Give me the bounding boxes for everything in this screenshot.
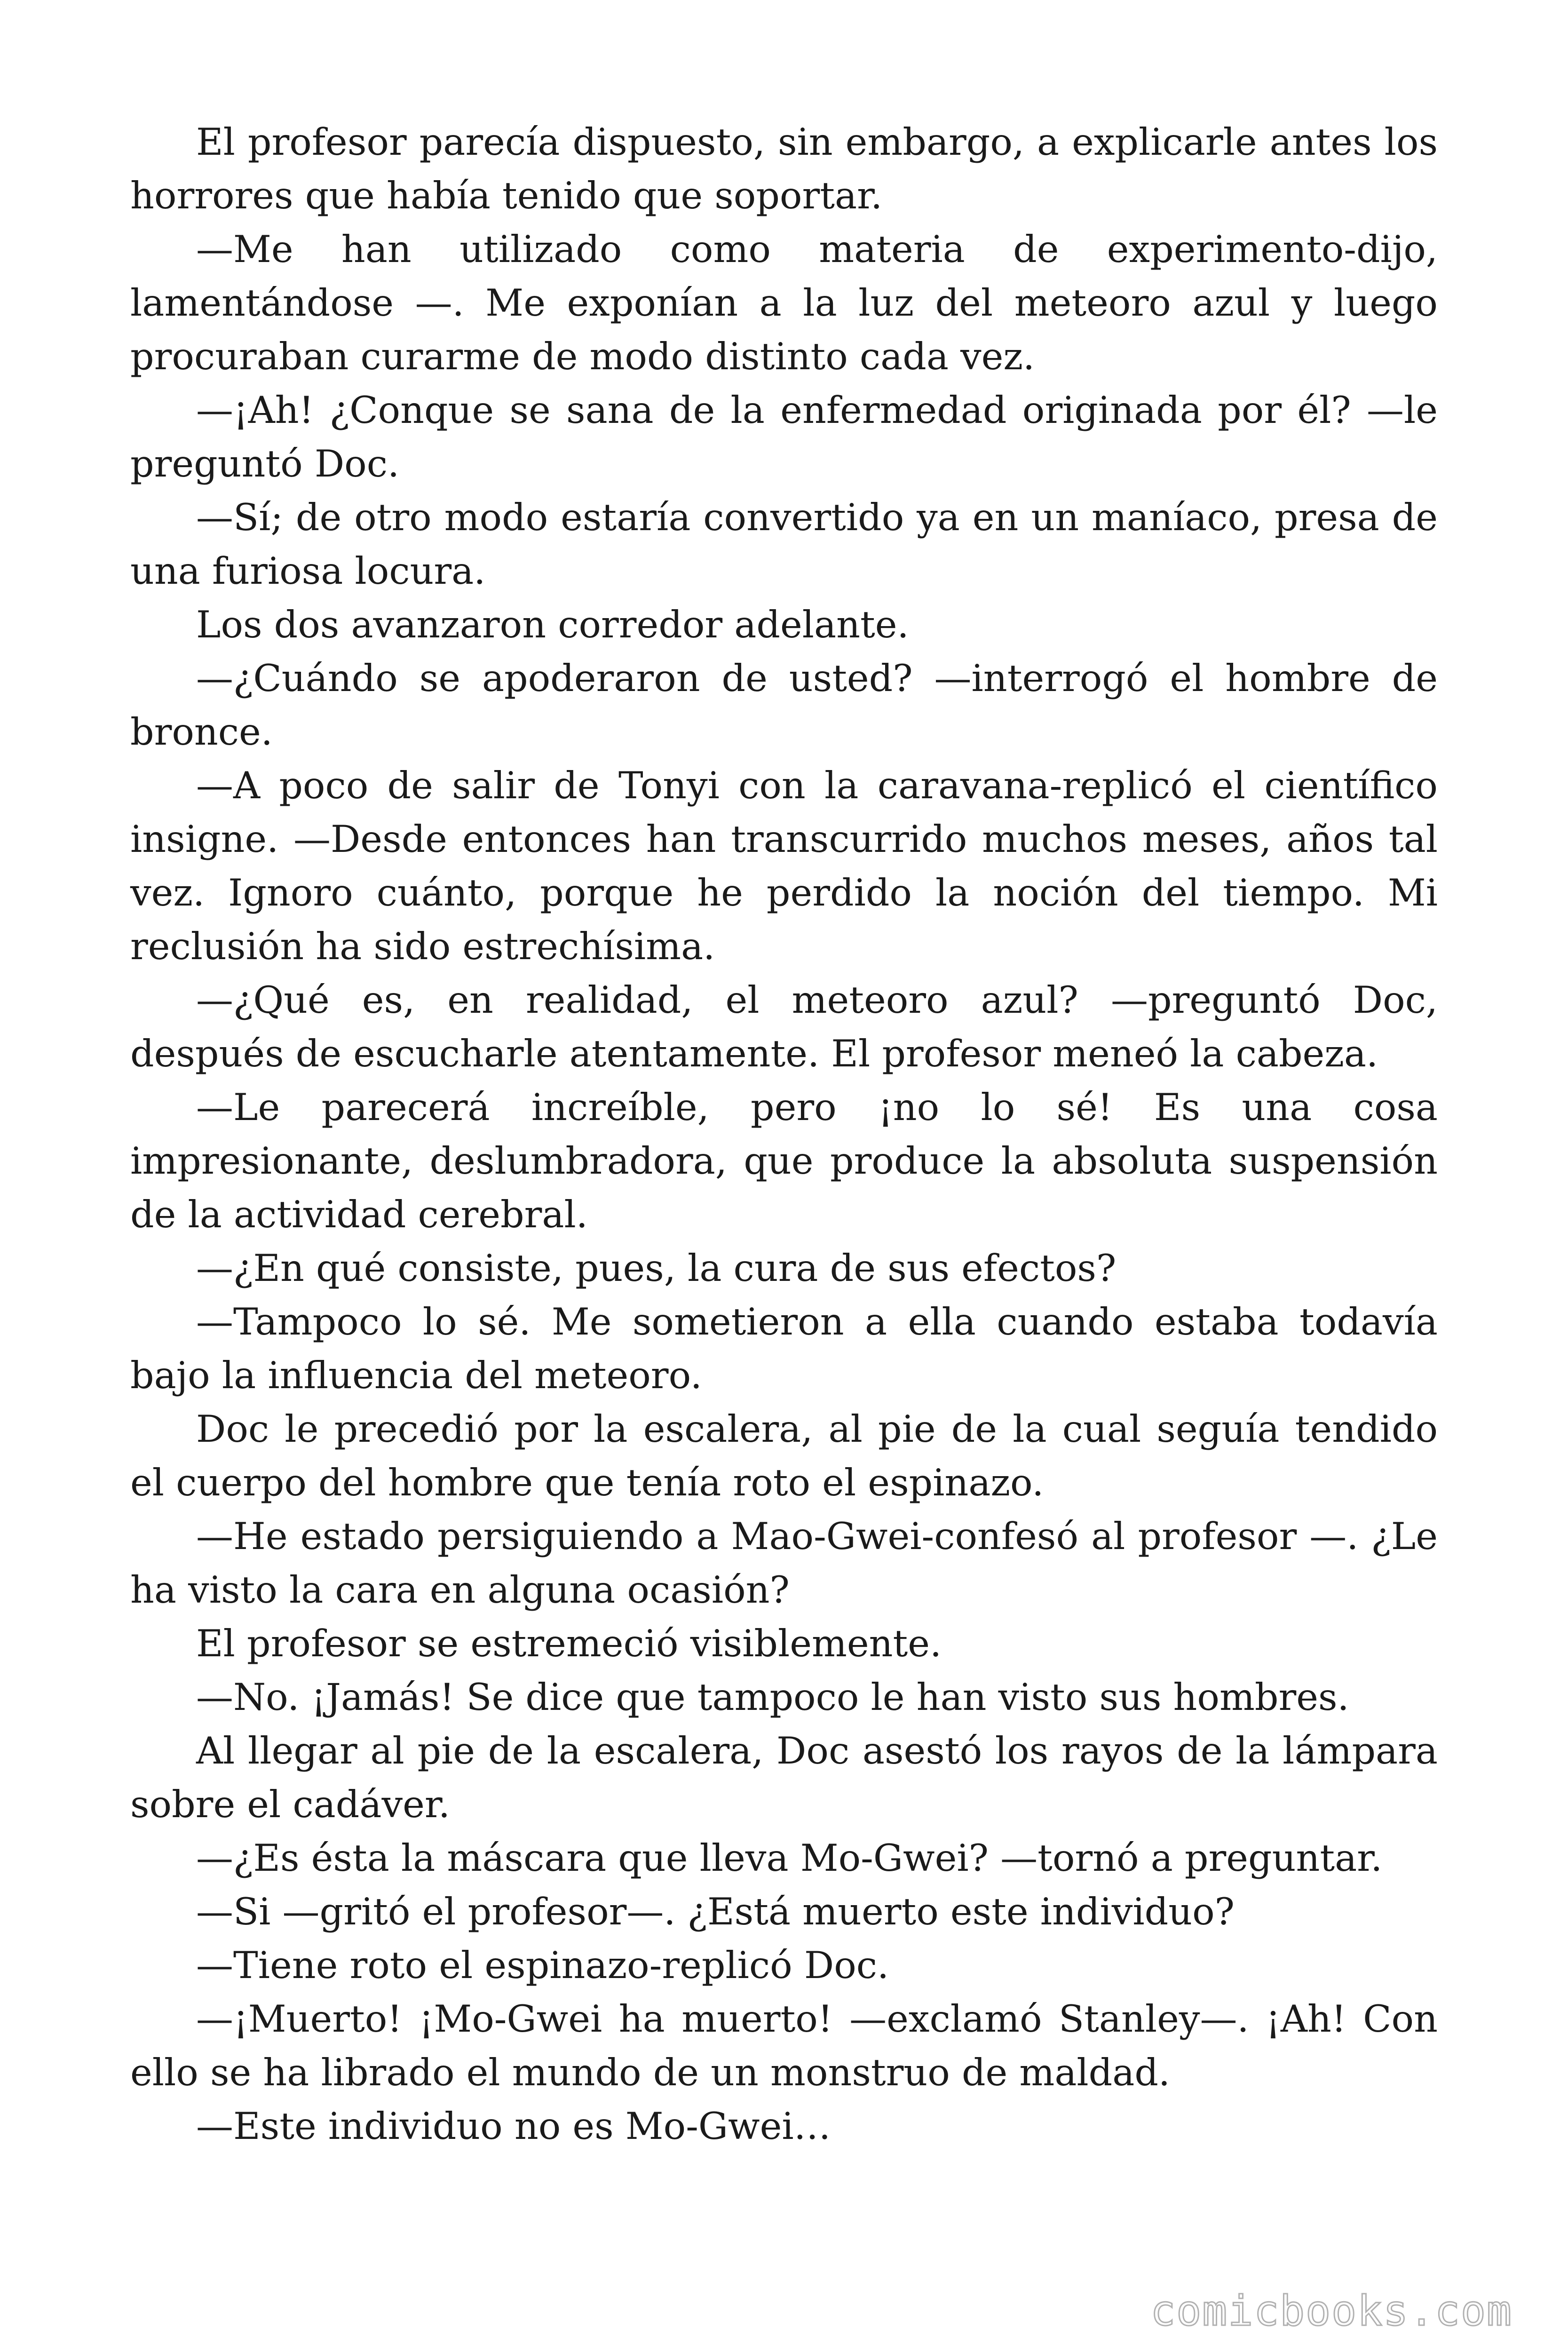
paragraph: —¿Es ésta la máscara que lleva Mo-Gwei? —tornó a preguntar. <box>196 1836 1383 1880</box>
paragraph: —Sí; de otro modo estaría convertido ya en un maníaco, presa de una furiosa locura. <box>130 496 1438 593</box>
page-body <box>130 115 1438 2153</box>
paragraph: —Me han utilizado como materia de experimento-dijo, lamentándose —. Me exponían a la luz del meteoro azul y luego procuraban curarme de modo distinto cada vez. <box>130 228 1438 378</box>
paragraph: —No. ¡Jamás! Se dice que tampoco le han visto sus hombres. <box>196 1676 1349 1719</box>
paragraph: —¡Ah! ¿Conque se sana de la enfermedad originada por él? —le preguntó Doc. <box>130 389 1438 485</box>
paragraph: —Le parecerá increíble, pero ¡no lo sé! Es una cosa impresionante, deslumbradora, que produce la absoluta suspensión de la actividad cerebral. <box>130 1086 1438 1236</box>
paragraph: Al llegar al pie de la escalera, Doc asestó los rayos de la lámpara sobre el cadáver. <box>130 1729 1438 1826</box>
paragraph: Los dos avanzaron corredor adelante. <box>196 603 909 646</box>
paragraph: —¿Cuándo se apoderaron de usted? —interrogó el hombre de bronce. <box>130 657 1438 754</box>
watermark: comicbooks.com <box>1150 2287 1513 2335</box>
paragraph: El profesor parecía dispuesto, sin embargo, a explicarle antes los horrores que había tenido que soportar. <box>130 120 1438 217</box>
paragraph: —¡Muerto! ¡Mo-Gwei ha muerto! —exclamó Stanley—. ¡Ah! Con ello se ha librado el mundo de un monstruo de maldad. <box>130 1997 1438 2094</box>
paragraph: El profesor se estremeció visiblemente. <box>196 1622 942 1665</box>
paragraph: —Tiene roto el espinazo-replicó Doc. <box>196 1944 889 1987</box>
paragraph: —He estado persiguiendo a Mao-Gwei-confesó al profesor —. ¿Le ha visto la cara en alguna ocasión? <box>130 1515 1438 1612</box>
paragraph: —¿En qué consiste, pues, la cura de sus efectos? <box>196 1247 1117 1290</box>
paragraph: —A poco de salir de Tonyi con la caravana-replicó el científico insigne. —Desde entonces han transcurrido muchos meses, años tal vez. Ignoro cuánto, porque he perdido la noción del tiempo. Mi reclusión ha sido estrechísima. <box>130 764 1438 968</box>
paragraph: —Tampoco lo sé. Me sometieron a ella cuando estaba todavía bajo la influencia del meteoro. <box>130 1300 1438 1397</box>
paragraph: —¿Qué es, en realidad, el meteoro azul? —preguntó Doc, después de escucharle atentamente. El profesor meneó la cabeza. <box>130 978 1438 1075</box>
paragraph: Doc le precedió por la escalera, al pie de la cual seguía tendido el cuerpo del hombre que tenía roto el espinazo. <box>130 1407 1438 1504</box>
paragraph: —Este individuo no es Mo-Gwei… <box>196 2105 831 2148</box>
paragraph: —Si —gritó el profesor—. ¿Está muerto este individuo? <box>196 1890 1235 1933</box>
